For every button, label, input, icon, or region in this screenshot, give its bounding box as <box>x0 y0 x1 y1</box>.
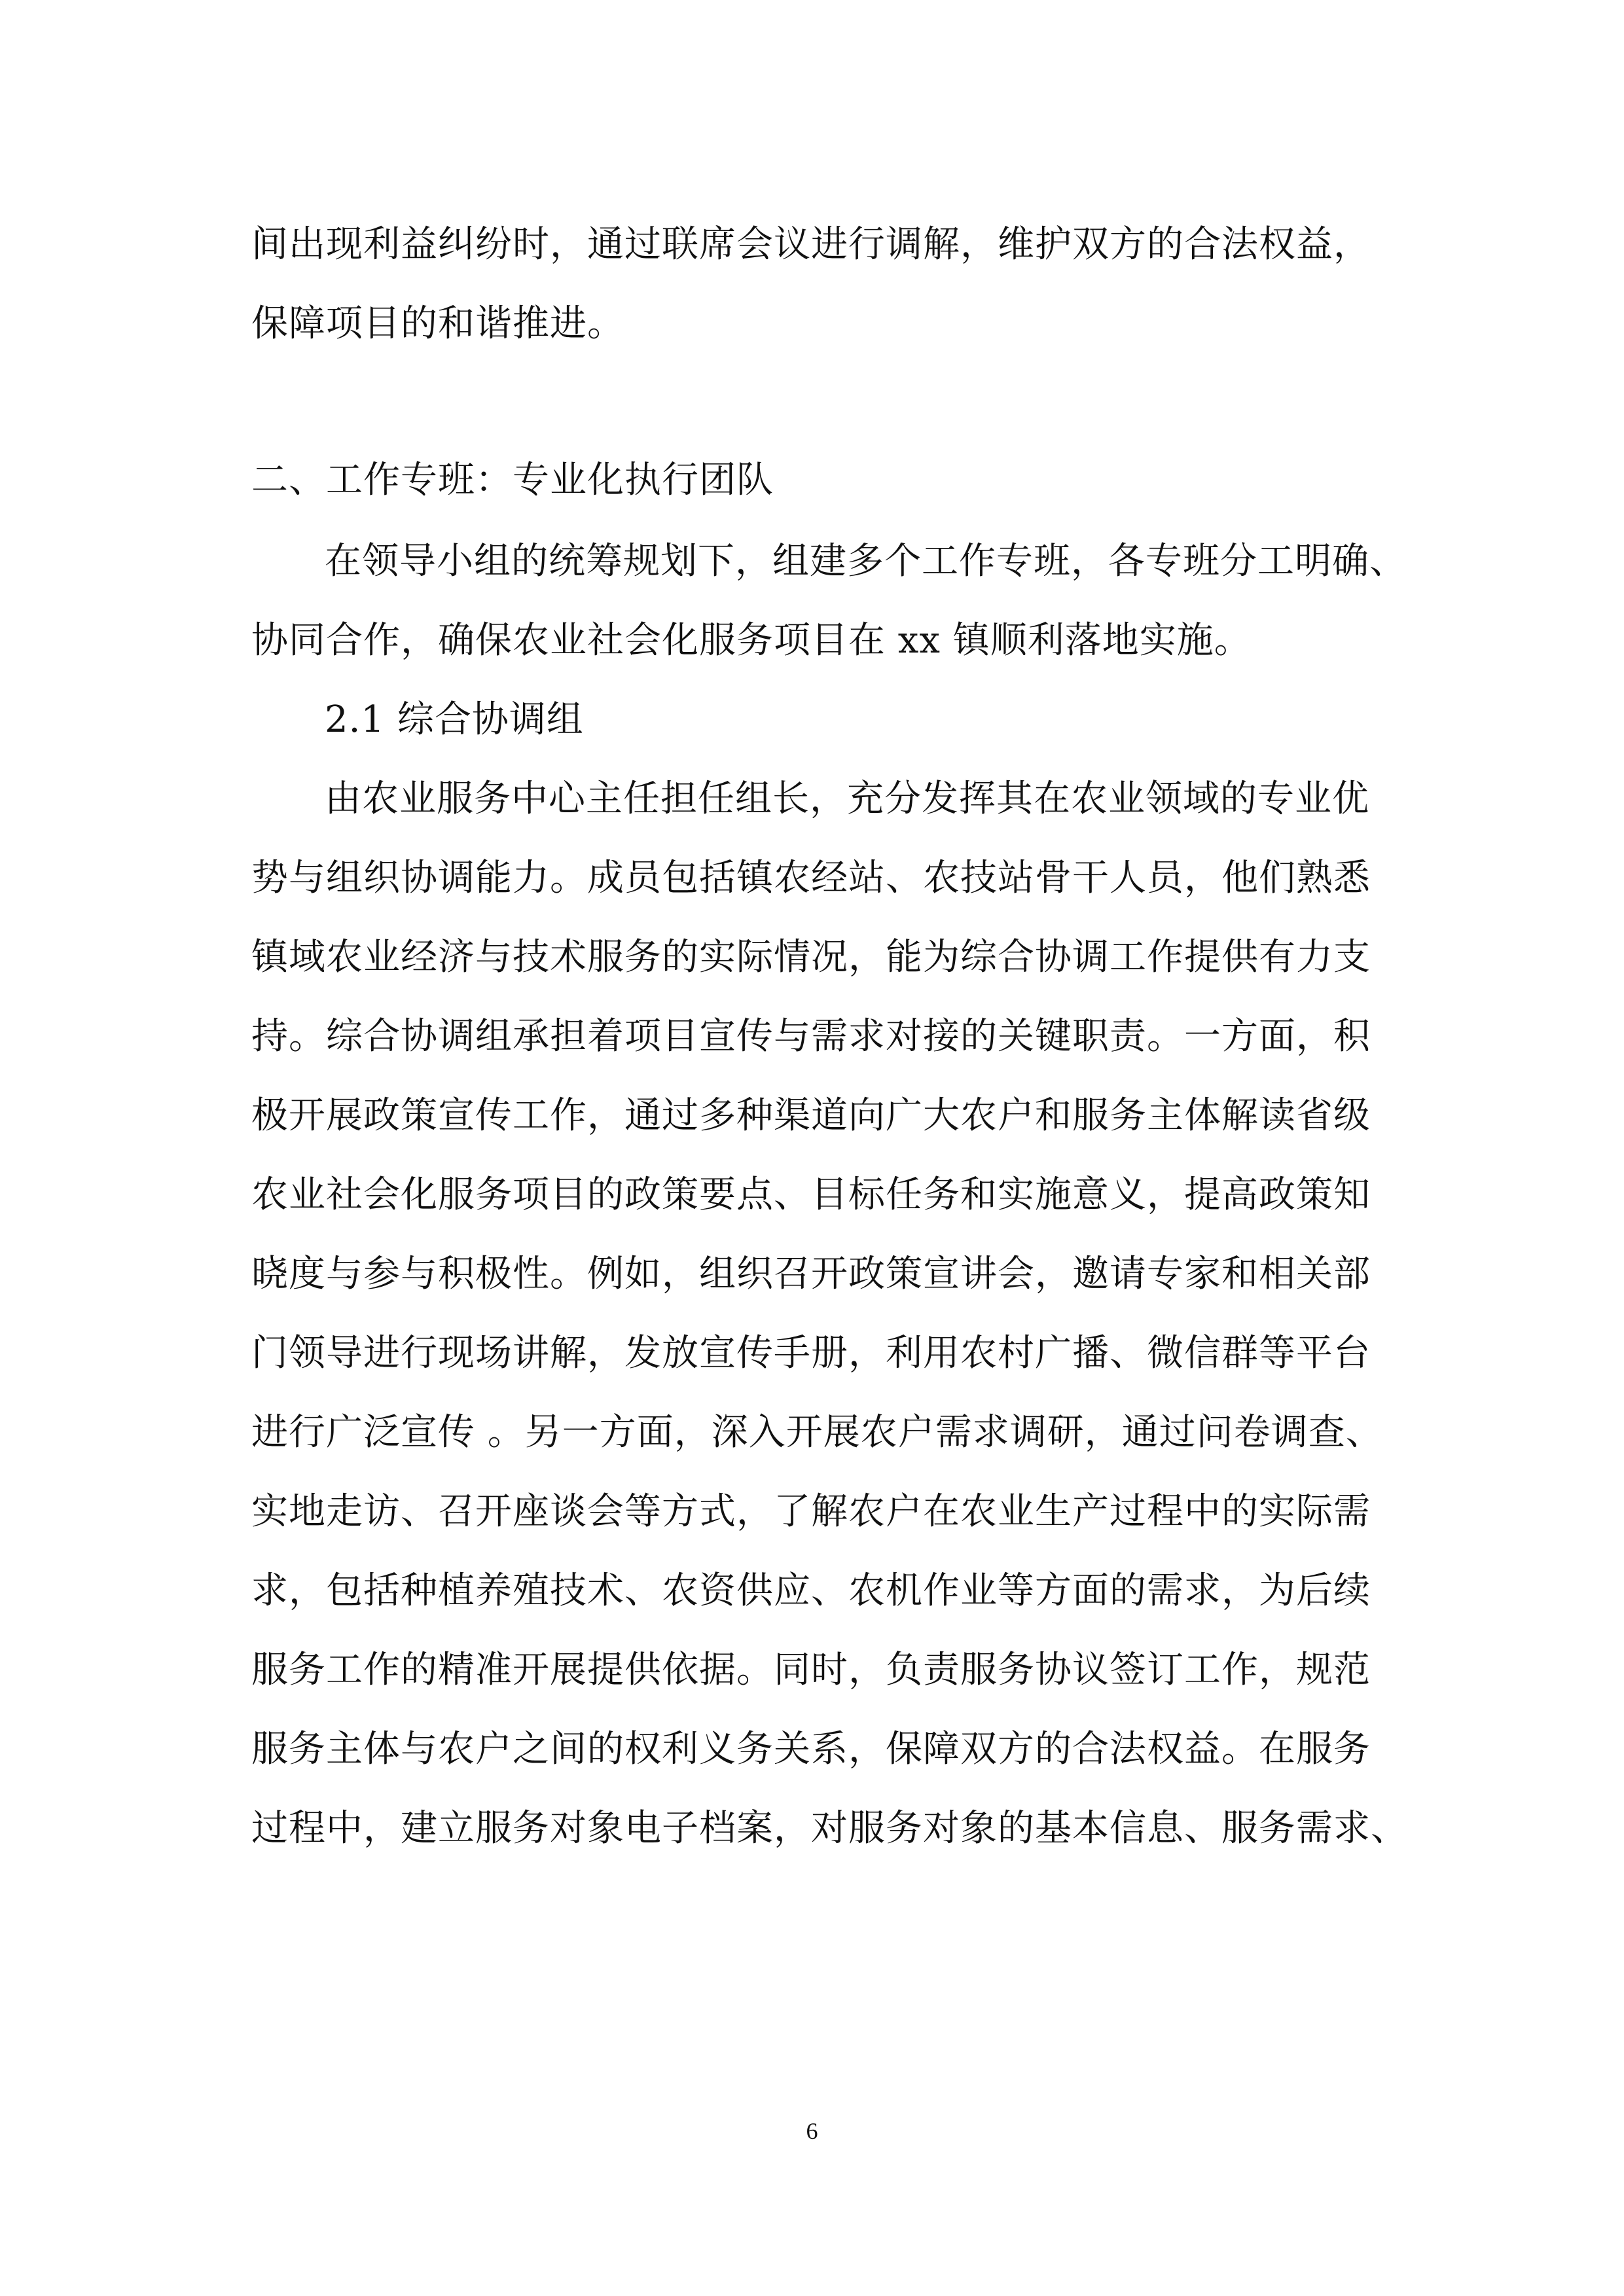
subsection-heading: 2.1 综合协调组 <box>325 698 584 741</box>
text-line: 镇域农业经济与技术服务的实际情况，能为综合协调工作提供有力支 <box>251 936 1371 978</box>
text-line: 在领导小组的统筹规划下，组建多个工作专班，各专班分工明确、 <box>325 540 1407 583</box>
text-line: 晓度与参与积极性。例如，组织召开政策宣讲会，邀请专家和相关部 <box>251 1253 1371 1295</box>
text-line: 由农业服务中心主任担任组长，充分发挥其在农业领域的专业优 <box>325 778 1369 820</box>
text-line: 进行广泛宣传 。另一方面，深入开展农户需求调研，通过问卷调查、 <box>251 1411 1383 1454</box>
text-line: 势与组织协调能力。成员包括镇农经站、农技站骨干人员，他们熟悉 <box>251 857 1371 899</box>
text-line: 农业社会化服务项目的政策要点、目标任务和实施意义，提高政策知 <box>251 1174 1371 1216</box>
text-line: 服务工作的精准开展提供依据。同时，负责服务协议签订工作，规范 <box>251 1649 1371 1691</box>
text-line: 服务主体与农户之间的权利义务关系，保障双方的合法权益。在服务 <box>251 1728 1371 1770</box>
page-number: 6 <box>806 2118 818 2144</box>
text-line: 实地走访、召开座谈会等方式，了解农户在农业生产过程中的实际需 <box>251 1490 1371 1533</box>
text-line: 极开展政策宣传工作，通过多种渠道向广大农户和服务主体解读省级 <box>251 1094 1371 1137</box>
section-heading: 二、工作专班：专业化执行团队 <box>251 459 774 501</box>
text-line: 持。综合协调组承担着项目宣传与需求对接的关键职责。一方面，积 <box>251 1015 1371 1058</box>
text-line: 间出现利益纠纷时，通过联席会议进行调解，维护双方的合法权益， <box>251 223 1371 266</box>
text-line: 过程中，建立服务对象电子档案，对服务对象的基本信息、服务需求、 <box>251 1807 1408 1850</box>
text-line: 协同合作，确保农业社会化服务项目在 xx 镇顺利落地实施。 <box>251 619 1252 662</box>
text-line: 门领导进行现场讲解，发放宣传手册，利用农村广播、微信群等平台 <box>251 1332 1371 1374</box>
text-line: 保障项目的和谐推进。 <box>251 302 624 345</box>
text-line: 求，包括种植养殖技术、农资供应、农机作业等方面的需求，为后续 <box>251 1570 1371 1612</box>
